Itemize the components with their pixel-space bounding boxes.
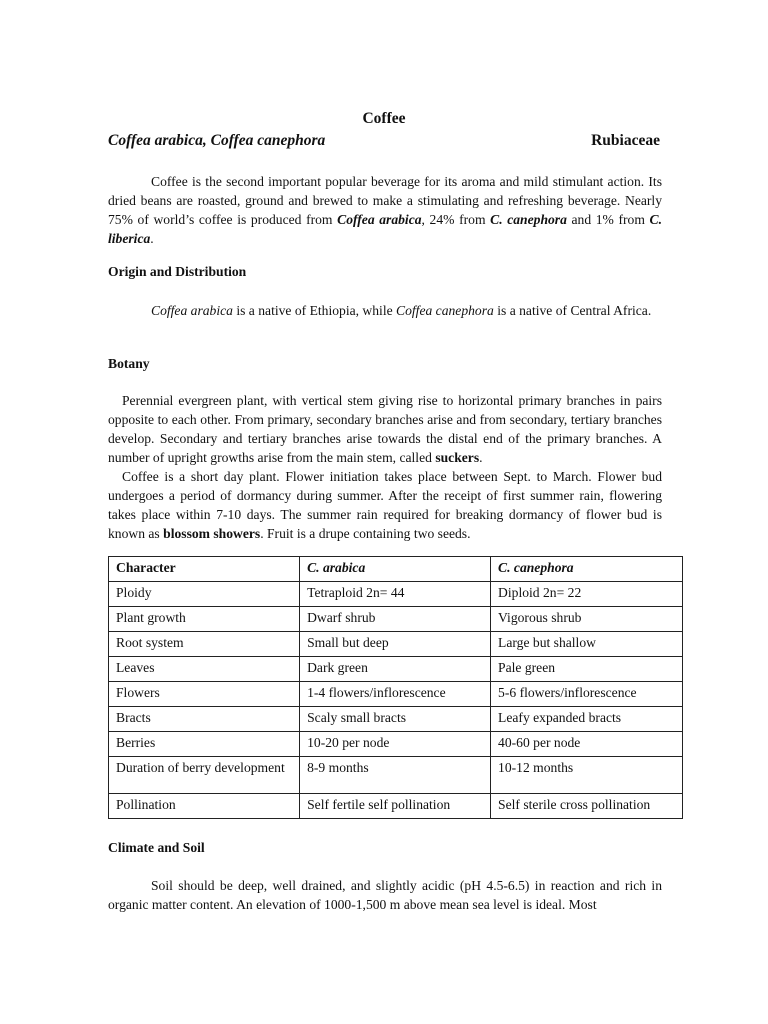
- climate-text: Soil should be deep, well drained, and slightly acidic (pH 4.5-6.5) in reaction and rich in organic matter content. An elevation of 1000-1,500 m above mean sea level is ideal. Most: [108, 878, 662, 912]
- table-cell: Duration of berry development: [109, 757, 300, 794]
- table-cell: Self fertile self pollination: [300, 794, 491, 819]
- origin-text: is a native of Ethiopia, while: [232, 303, 397, 318]
- table-cell: 8-9 months: [300, 757, 491, 794]
- origin-text: is a native of Central Africa.: [493, 303, 652, 318]
- botany-paragraph-1: [108, 391, 662, 467]
- table-header-cell: Character: [109, 557, 300, 582]
- page-title: Coffee: [362, 110, 406, 127]
- table-header-cell: C. arabica: [300, 557, 491, 582]
- table-cell: Vigorous shrub: [491, 607, 683, 632]
- table-cell: Bracts: [109, 707, 300, 732]
- table-cell: Self sterile cross pollination: [491, 794, 683, 819]
- table-cell: Dwarf shrub: [300, 607, 491, 632]
- table-cell: Plant growth: [109, 607, 300, 632]
- table-cell: 10-12 months: [491, 757, 683, 794]
- table-cell: Ploidy: [109, 582, 300, 607]
- table-cell: Leaves: [109, 657, 300, 682]
- scientific-names: Coffea arabica, Coffea canephora: [108, 132, 326, 149]
- species-arabica: Coffea arabica: [151, 303, 233, 318]
- table-cell: 10-20 per node: [300, 732, 491, 757]
- table-row: [109, 707, 683, 732]
- species-canephora: C. canephora: [490, 212, 567, 227]
- botany-text: . Fruit is a drupe containing two seeds.: [260, 526, 471, 541]
- table-header-row: [109, 557, 683, 582]
- intro-text: Coffee is the second important popular beverage for its aroma and mild stimulant action. Its dried beans are roasted, ground and brewed to make a stimulating and refreshing beverage. Nearly 75% of world’s coffee is produced from: [108, 174, 662, 227]
- table-row: [109, 732, 683, 757]
- family-name: Rubiaceae: [591, 132, 660, 149]
- origin-paragraph: [108, 301, 662, 320]
- table-cell: 40-60 per node: [491, 732, 683, 757]
- table-cell: Flowers: [109, 682, 300, 707]
- table-row: [109, 607, 683, 632]
- species-canephora: Coffea canephora: [396, 303, 494, 318]
- table-row: [109, 794, 683, 819]
- table-cell: Dark green: [300, 657, 491, 682]
- title-row: [108, 132, 660, 150]
- suckers-term: suckers: [435, 450, 480, 465]
- table-cell: Pollination: [109, 794, 300, 819]
- origin-heading: Origin and Distribution: [108, 264, 247, 279]
- table-header-cell: C. canephora: [491, 557, 683, 582]
- table-cell: 5-6 flowers/inflorescence: [491, 682, 683, 707]
- table-cell: Tetraploid 2n= 44: [300, 582, 491, 607]
- table-cell: Small but deep: [300, 632, 491, 657]
- table-cell: Root system: [109, 632, 300, 657]
- intro-text: , 24% from: [421, 212, 491, 227]
- table-cell: Large but shallow: [491, 632, 683, 657]
- table-row: [109, 682, 683, 707]
- table-row: [109, 582, 683, 607]
- botany-text: .: [479, 450, 483, 465]
- species-liberica: C. liberica: [108, 212, 662, 246]
- botany-paragraph-2: [108, 467, 662, 543]
- table-row: [109, 657, 683, 682]
- intro-text: and 1% from: [566, 212, 650, 227]
- climate-heading: Climate and Soil: [108, 840, 205, 855]
- intro-paragraph: [108, 172, 662, 248]
- comparison-table: [108, 556, 683, 819]
- table-row: [109, 632, 683, 657]
- table-cell: 1-4 flowers/inflorescence: [300, 682, 491, 707]
- blossom-showers-term: blossom showers: [163, 526, 261, 541]
- species-arabica: Coffea arabica: [337, 212, 422, 227]
- table-cell: Scaly small bracts: [300, 707, 491, 732]
- botany-heading: Botany: [108, 356, 150, 371]
- table-cell: Diploid 2n= 22: [491, 582, 683, 607]
- climate-paragraph: [108, 876, 662, 914]
- botany-text: Perennial evergreen plant, with vertical stem giving rise to horizontal primary branches in pairs opposite to each other. From primary, secondary branches arise and from secondary, tertiary branches develop. Secondary and tertiary branches arise towards the distal end of the primary branches. A number of upright growths arise from the main stem, called: [108, 393, 662, 465]
- table-cell: Pale green: [491, 657, 683, 682]
- table-cell: Leafy expanded bracts: [491, 707, 683, 732]
- table-row: [109, 757, 683, 794]
- intro-text: .: [150, 231, 154, 246]
- table-cell: Berries: [109, 732, 300, 757]
- botany-text: Coffee is a short day plant. Flower initiation takes place between Sept. to March. Flower bud undergoes a period of dormancy during summer. After the receipt of first summer rain, flowering takes place within 7-10 days. The summer rain required for breaking dormancy of flower bud is known as: [108, 469, 662, 541]
